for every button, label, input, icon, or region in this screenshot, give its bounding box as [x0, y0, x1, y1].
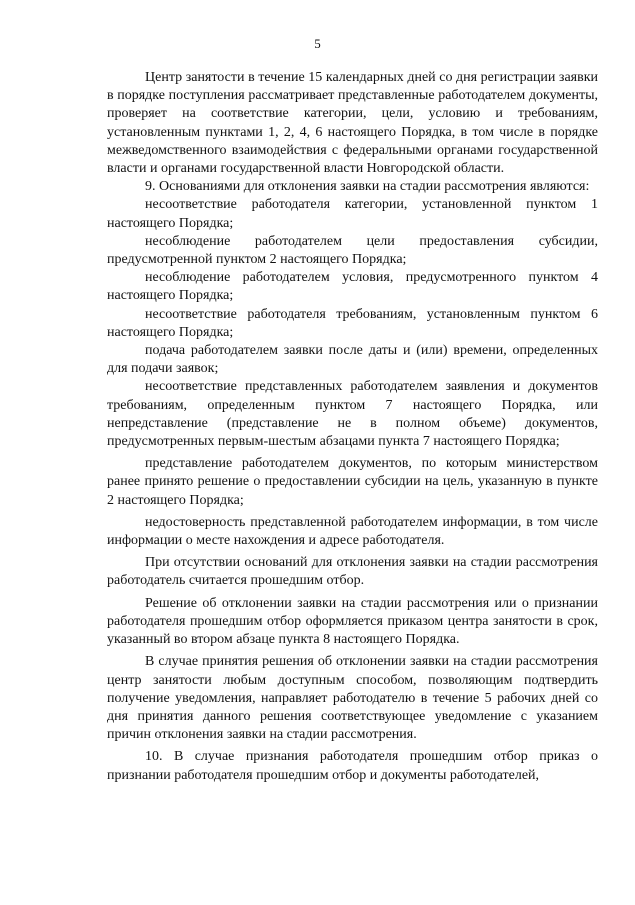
- paragraph-reason-condition: несоблюдение работодателем условия, предусмотренного пунктом 4 настоящего Порядка;: [107, 270, 598, 304]
- page-number: 5: [314, 36, 321, 51]
- paragraph-clause-10: 10. В случае признания работодателя прошедшим отбор приказ о признании работодателя прошедшим отбор и документы работодателей,: [107, 749, 598, 783]
- paragraph-reason-category: несоответствие работодателя категории, установленной пунктом 1 настоящего Порядка;: [107, 197, 598, 231]
- paragraph-reason-prior-decision: представление работодателем документов, по которым министерством ранее принято решение о предоставлении субсидии на цель, указанную в пункте 2 настоящего Порядка;: [107, 456, 598, 508]
- document-body: [107, 69, 598, 785]
- paragraph-reason-documents: несоответствие представленных работодателем заявления и документов требованиям, определенным пунктом 7 настоящего Порядка, или непредставление (представление не в полном объеме) документов, предусмотренных первым-шестым абзацами пункта 7 настоящего Порядка;: [107, 379, 598, 450]
- paragraph-reason-purpose: несоблюдение работодателем цели предоставления субсидии, предусмотренной пунктом 2 настоящего Порядка;: [107, 233, 598, 268]
- paragraph-reason-late-submission: подача работодателем заявки после даты и (или) времени, определенных для подачи заявок;: [107, 343, 598, 377]
- paragraph-reason-false-info: недостоверность представленной работодателем информации, в том числе информации о месте нахождения и адресе работодателя.: [107, 514, 598, 549]
- paragraph-decision-order: Решение об отклонении заявки на стадии рассмотрения или о признании работодателя прошедшим отбор оформляется приказом центра занятости в срок, указанный во втором абзаце пункта 8 настоящего Порядка.: [107, 595, 598, 648]
- paragraph-review-procedure: Центр занятости в течение 15 календарных дней со дня регистрации заявки в порядке поступления рассматривает представленные работодателем документы, проверяет на соответствие категории, цели, условию и требованиям, установленным пунктами 1, 2, 4, 6 настоящего Порядка, в том числе в порядке межведомственного взаимодействия с федеральными органами государственной власти и органами государственной власти Новгородской области.: [107, 70, 598, 177]
- paragraph-passed-selection: При отсутствии оснований для отклонения заявки на стадии рассмотрения работодатель считается прошедшим отбор.: [107, 555, 598, 589]
- paragraph-rejection-notice: В случае принятия решения об отклонении заявки на стадии рассмотрения центр занятости любым доступным способом, позволяющим подтвердить получение уведомления, направляет работодателю в течение 5 рабочих дней со дня принятия данного решения соответствующее уведомление с указанием причин отклонения заявки на стадии рассмотрения.: [107, 654, 598, 743]
- paragraph-clause-9-heading: 9. Основаниями для отклонения заявки на стадии рассмотрения являются:: [145, 179, 590, 195]
- paragraph-reason-requirements: несоответствие работодателя требованиям, установленным пунктом 6 настоящего Порядка;: [107, 306, 598, 340]
